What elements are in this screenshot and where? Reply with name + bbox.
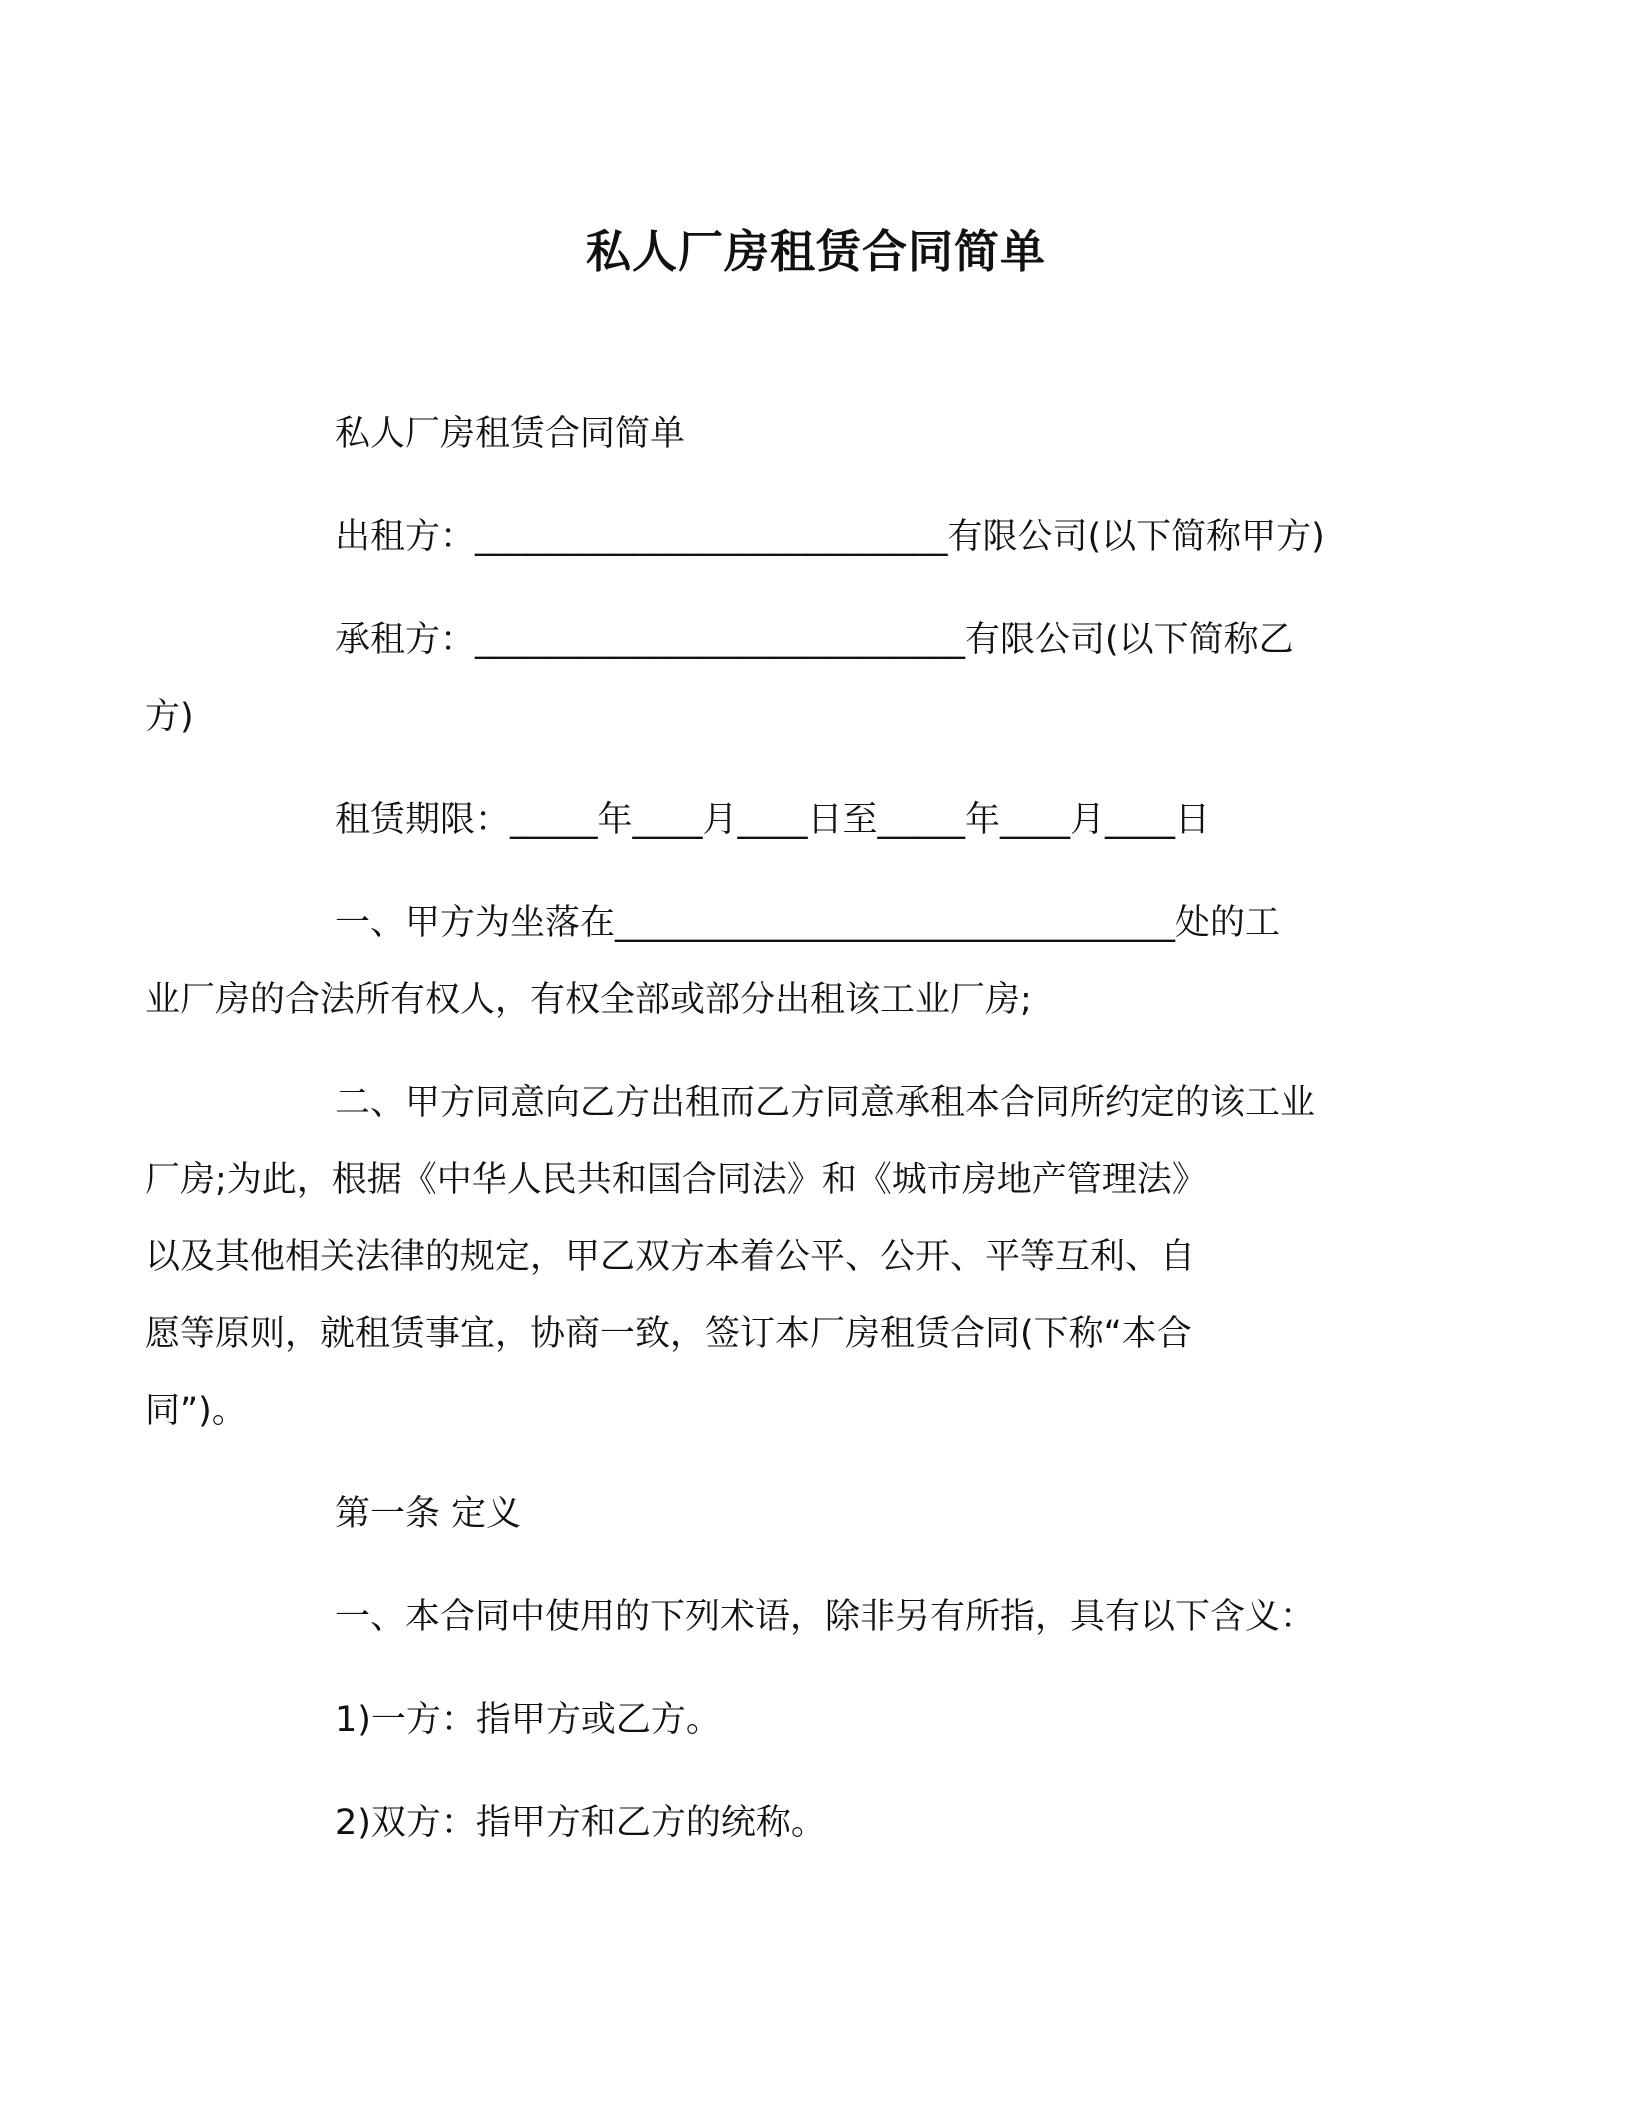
list-item-definition-2 bbox=[240, 1785, 1400, 1862]
text-line: 承租方：____________________________有限公司(以下简称乙 bbox=[335, 620, 1294, 660]
paragraph-subtitle bbox=[240, 396, 1400, 473]
paragraph-clause-1 bbox=[145, 885, 1400, 1039]
section-heading-article-1 bbox=[240, 1476, 1400, 1553]
text-line: 1)一方：指甲方或乙方。 bbox=[335, 1700, 721, 1740]
text-line: 二、甲方同意向乙方出租而乙方同意承租本合同所约定的该工业 bbox=[335, 1083, 1316, 1123]
text-line: 一、甲方为坐落在________________________________处的工 bbox=[335, 903, 1281, 943]
paragraph-definitions-intro bbox=[240, 1579, 1400, 1656]
text-line: 租赁期限：_____年____月____日至_____年____月____日 bbox=[335, 800, 1211, 840]
text-line: 出租方：___________________________有限公司(以下简称甲方) bbox=[335, 517, 1325, 557]
text-line: 一、本合同中使用的下列术语，除非另有所指，具有以下含义： bbox=[335, 1597, 1316, 1637]
document-title: 私人厂房租赁合同简单 bbox=[585, 225, 1046, 278]
paragraph-lessor bbox=[240, 499, 1400, 576]
text-line: 方) bbox=[145, 697, 194, 737]
text-line: 私人厂房租赁合同简单 bbox=[335, 414, 686, 454]
text-line: 愿等原则，就租赁事宜，协商一致，签订本厂房租赁合同(下称“本合 bbox=[145, 1314, 1192, 1354]
text-line: 业厂房的合法所有权人，有权全部或部分出租该工业厂房; bbox=[145, 980, 1032, 1020]
paragraph-lessee bbox=[145, 602, 1400, 756]
list-item-definition-1 bbox=[240, 1682, 1400, 1759]
text-line: 厂房;为此，根据《中华人民共和国合同法》和《城市房地产管理法》 bbox=[145, 1160, 1207, 1200]
text-line: 2)双方：指甲方和乙方的统称。 bbox=[335, 1803, 826, 1843]
document-body bbox=[145, 396, 1400, 1862]
paragraph-lease-term bbox=[240, 782, 1400, 859]
text-line: 第一条 定义 bbox=[335, 1494, 522, 1534]
text-line: 同”)。 bbox=[145, 1391, 247, 1431]
text-line: 以及其他相关法律的规定，甲乙双方本着公平、公开、平等互利、自 bbox=[145, 1237, 1196, 1277]
paragraph-clause-2 bbox=[145, 1065, 1400, 1450]
